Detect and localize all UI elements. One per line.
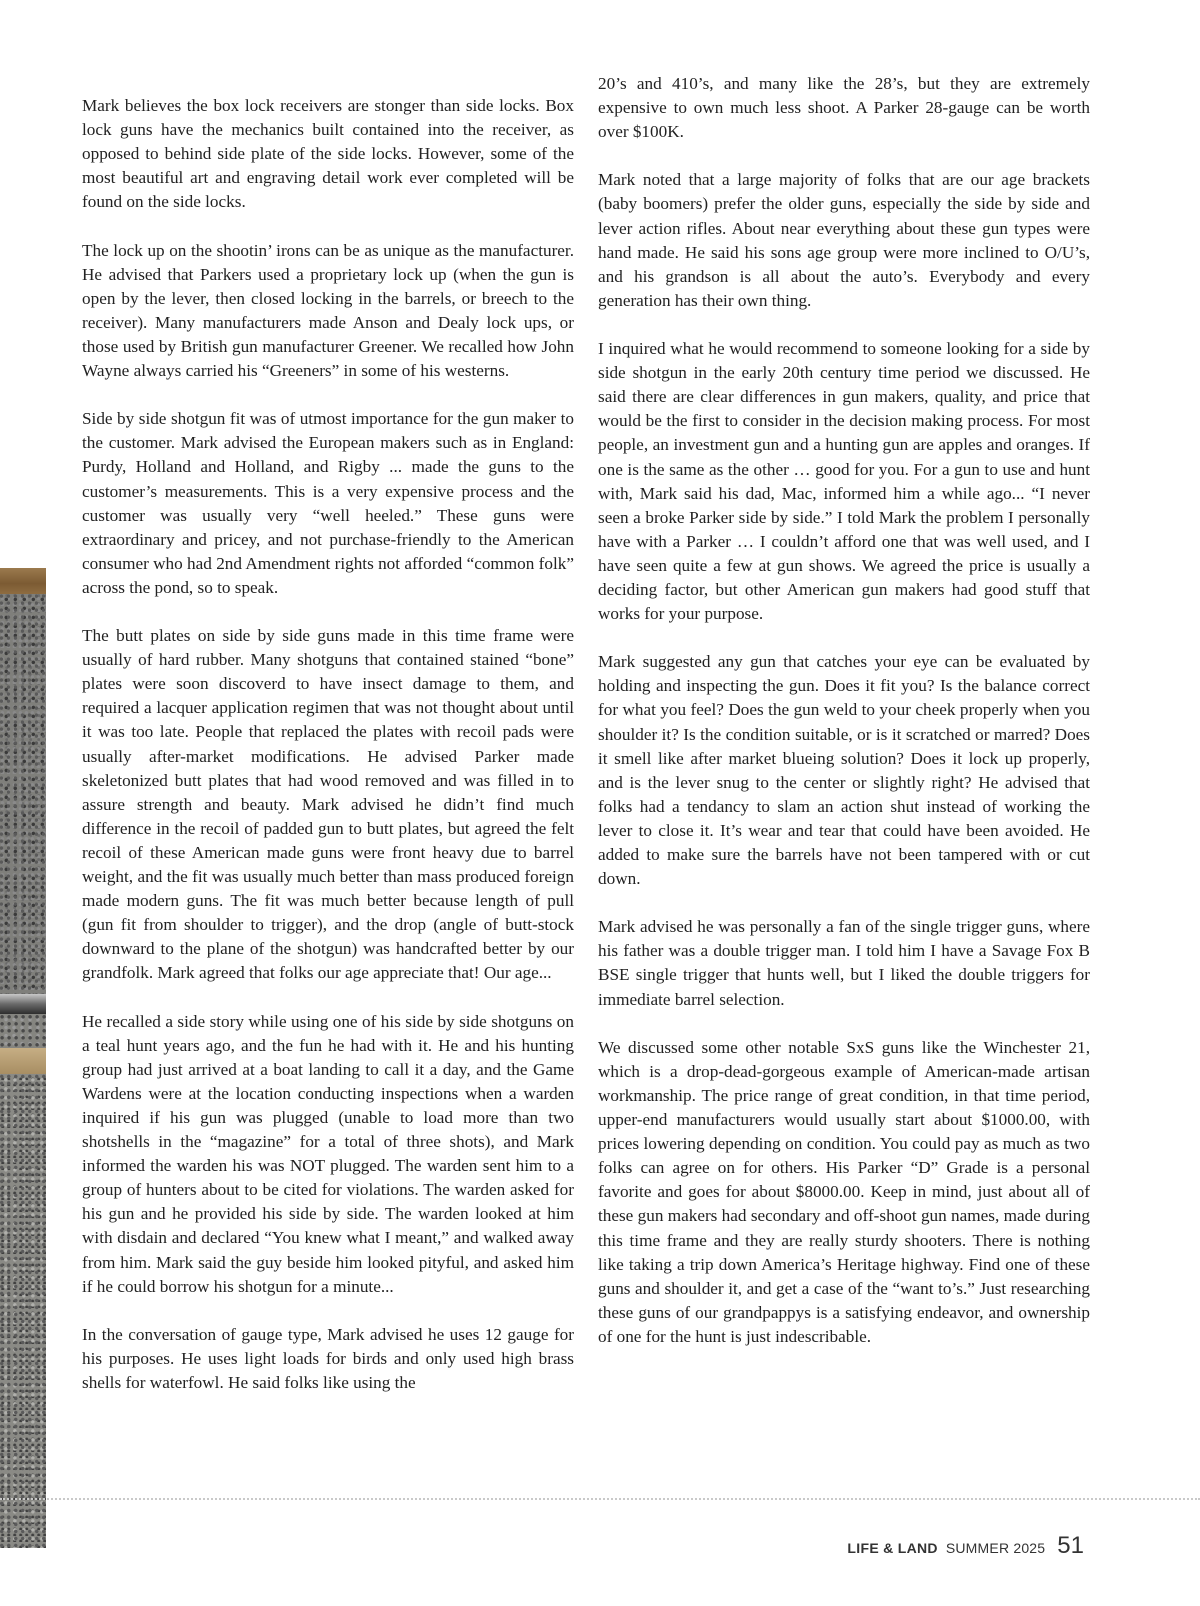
photo-barrel-segment — [0, 994, 46, 1014]
article-paragraph: Side by side shotgun fit was of utmost importance for the gun maker to the customer. Mark advised the European makers such as in England: Purdy, Holland and Holland, and Rigby ... made the guns to the customer’s measurements. This is a very expensive process and the customer was usually very “well heeled.” These guns were extraordinary and pricey, and not purchase-friendly to the American consumer who had 2nd Amendment rights not afforded “common folk” across the pond, so to speak. — [82, 409, 574, 597]
article-left-column — [82, 94, 574, 1395]
article-right-column — [598, 72, 1090, 1349]
article-paragraph: We discussed some other notable SxS guns like the Winchester 21, which is a drop-dead-gorgeous example of American-made artisan workmanship. The price range of great condition, in that time period, upper-end manufacturers would usually start about $1000.00, with prices lowering depending on condition. You could pay as much as two folks can agree on for others. His Parker “D” Grade is a personal favorite and goes for about $8000.00. Keep in mind, just about all of these gun makers had secondary and off-shoot gun names, made during this time frame and they are really sturdy shooters. There is nothing like taking a trip down America’s Heritage highway. Find one of these guns and shoulder it, and get a case of the “want to’s.” Just researching these guns of our grandpappys is a satisfying endeavor, and ownership of one for the hunt is just indescribable. — [598, 1037, 1090, 1346]
page-footer — [847, 1532, 1084, 1566]
page-number: 51 — [1057, 1532, 1084, 1559]
article-paragraph: The butt plates on side by side guns made in this time frame were usually of hard rubber. Many shotguns that contained stained “bone” plates were soon discoverd to have insect damage to them, and required a lacquer application regimen that was not thought about until it was too late. People that replaced the plates with recoil pads were usually after-market modifications. He advised Parker made skeletonized butt plates that had wood removed and was filled in to assure strength and beauty. Mark advised he didn’t find much difference in the recoil of padded gun to butt plates, but agreed the felt recoil of these American made guns were front heavy due to barrel weight, and the fit was usually much better than mass produced foreign made modern guns. The fit was much better because length of pull (gun fit from shoulder to trigger), and the drop (angle of butt-stock downward to the plane of the shotgun) was handcrafted better by our grandfolk. Mark agreed that folks our age appreciate that! Our age... — [82, 626, 574, 983]
article-paragraph: In the conversation of gauge type, Mark advised he uses 12 gauge for his purposes. He uses light loads for birds and only used high brass shells for waterfowl. He said folks like using the — [82, 1324, 574, 1392]
article-paragraph: I inquired what he would recommend to someone looking for a side by side shotgun in the early 20th century time period we discussed. He said there are clear differences in gun makers, quality, and price that would be the first to consider in the decision making process. For most people, an investment gun and a hunting gun are apples and oranges. If one is the same as the other … good for you. For a gun to use and hunt with, Mark said his dad, Mac, informed him a while ago... “I never seen a broke Parker side by side.” I told Mark the problem I personally have with a Parker … I couldn’t afford one that was well used, and I have seen quite a few at gun shows. We agreed the price is usually a deciding factor, but other American gun makers had good stuff that works for your purpose. — [598, 339, 1090, 624]
issue-label: SUMMER 2025 — [945, 1540, 1046, 1556]
article-paragraph: Mark noted that a large majority of folks that are our age brackets (baby boomers) prefer the older guns, especially the side by side and lever action rifles. About near everything about these gun types were hand made. He said his sons age group were more inclined to O/U’s, and his grandson is all about the auto’s. Everybody and every generation has their own thing. — [598, 170, 1090, 310]
article-paragraph: He recalled a side story while using one of his side by side shotguns on a teal hunt years ago, and the fun he had with it. He and his hunting group had just arrived at a boat landing to call it a day, and the Game Wardens were at the location conducting inspections when a warden inquired if his gun was plugged (unable to load more than two shotshells in the “magazine” for a total of three shots), and Mark informed the warden his was NOT plugged. The warden sent him to a group of hunters about to be cited for violations. The warden asked for his gun and he provided his side by side. The warden looked at him with disdain and declared “You knew what I meant,” and walked away from him. Mark said the guy beside him looked pityful, and asked him if he could borrow his shotgun for a minute... — [82, 1011, 574, 1296]
photo-gravel-segment — [0, 1074, 46, 1548]
article-paragraph: Mark suggested any gun that catches your eye can be evaluated by holding and inspecting the gun. Does it fit you? Is the balance correct for what you feel? Does the gun weld to your cheek properly when you shoulder it? Is the condition suitable, or is it scratched or marred? Does it smell like after market blueing solution? Does it lock up properly, and is the lever snug to the center or slightly right? He advised that folks had a tendancy to slam an action shut instead of working the lever to close it. It’s wear and tear that could have been avoided. He added to make sure the barrels have not been tampered with or cut down. — [598, 652, 1090, 889]
article-paragraph: 20’s and 410’s, and many like the 28’s, but they are extremely expensive to own much less shoot. A Parker 28-gauge can be worth over $100K. — [598, 74, 1090, 142]
article-paragraph: Mark believes the box lock receivers are stonger than side locks. Box lock guns have the mechanics built contained into the receiver, as opposed to behind side plate of the side locks. However, some of the most beautiful art and engraving detail work ever completed will be found on the side locks. — [82, 96, 574, 212]
publication-name: LIFE & LAND — [847, 1540, 938, 1556]
article-paragraph: The lock up on the shootin’ irons can be as unique as the manufacturer. He advised that Parkers used a proprietary lock up (when the gun is open by the lever, then closed locking in the barrels, or breech to the receiver). Many manufacturers made Anson and Dealy lock ups, or those used by British gun manufacturer Greener. We recalled how John Wayne always carried his “Greeners” in some of his westerns. — [82, 240, 574, 381]
cropped-photo-strip — [0, 568, 46, 1548]
article-paragraph: Mark advised he was personally a fan of the single trigger guns, where his father was a double trigger man. I told him I have a Savage Fox B BSE single trigger that hunts well, but I liked the double triggers for immediate barrel selection. — [598, 917, 1090, 1009]
photo-wood-segment — [0, 1048, 46, 1074]
photo-wood-segment — [0, 568, 46, 594]
footer-divider — [0, 1498, 1200, 1500]
photo-gravel-segment — [0, 1014, 46, 1048]
photo-gravel-segment — [0, 594, 46, 994]
